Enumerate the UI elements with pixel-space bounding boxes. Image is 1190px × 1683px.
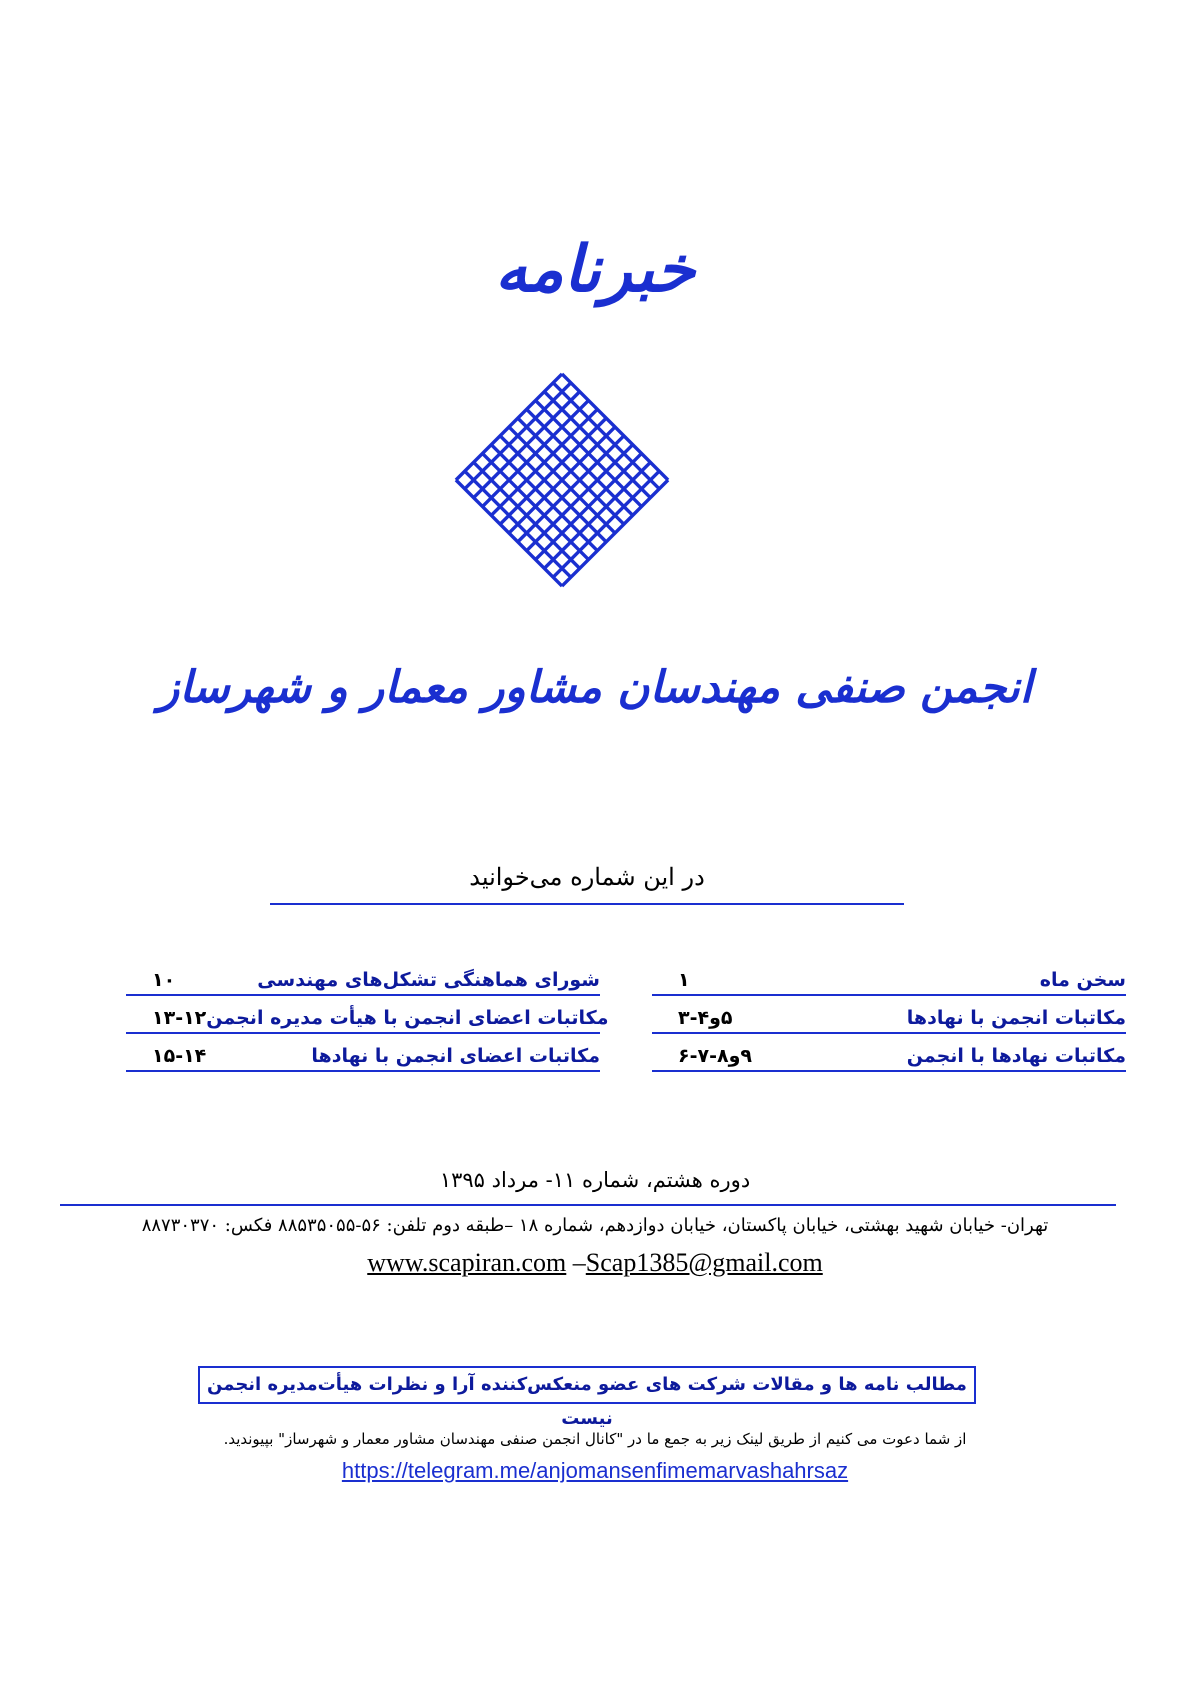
- toc-entry-title: مکاتبات انجمن با نهادها: [906, 1007, 1126, 1029]
- toc-entry[interactable]: [652, 996, 1126, 1034]
- contact-separator: –: [566, 1248, 586, 1277]
- toc-page-number: ۵و۴-۳: [678, 1007, 733, 1029]
- toc-page-number: ۱: [678, 969, 690, 991]
- toc-entry[interactable]: [126, 958, 600, 996]
- toc-entry[interactable]: [652, 958, 1126, 996]
- toc-entry-title: شورای هماهنگی تشکل‌های مهندسی: [257, 969, 600, 991]
- toc-entry[interactable]: [126, 1034, 600, 1072]
- toc-page-number: ۱۵-۱۴: [152, 1045, 207, 1067]
- website-link[interactable]: www.scapiran.com: [367, 1248, 567, 1277]
- toc-left-column: [126, 958, 609, 1072]
- toc-entry[interactable]: [652, 1034, 1126, 1072]
- toc-entry[interactable]: [126, 996, 609, 1034]
- toc-entry-title: مکاتبات اعضای انجمن با هیأت مدیره انجمن: [206, 1007, 609, 1029]
- issue-info: دوره هشتم، شماره ۱۱- مرداد ۱۳۹۵: [439, 1168, 751, 1192]
- blue-diamond-grid-logo-icon: [432, 350, 692, 610]
- organization-name: انجمن صنفی مهندسان مشاور معمار و شهرساز: [158, 662, 1032, 713]
- issue-divider: [60, 1204, 1116, 1206]
- telegram-link-line: [0, 1458, 1190, 1484]
- toc-heading-divider: [270, 903, 904, 905]
- toc-page-number: ۱۰: [152, 969, 176, 991]
- newsletter-title: خبرنامه: [494, 232, 696, 307]
- telegram-link[interactable]: https://telegram.me/anjomansenfimemarvashahrsaz: [341, 1458, 849, 1483]
- toc-page-number: ۱۳-۱۲: [152, 1007, 207, 1029]
- toc-entry-title: سخن ماه: [1039, 969, 1126, 991]
- disclaimer-box: مطالب نامه ها و مقالات شرکت های عضو منعکس‌کننده آرا و نظرات هیأت‌مدیره انجمن نیست: [198, 1366, 976, 1404]
- contact-address: تهران- خیابان شهید بهشتی، خیابان پاکستان، خیابان دوازدهم، شماره ۱۸ –طبقه دوم تلفن: ۵۶-۸۸۵۳۵۰۵۵ فکس: ۸۸۷۳۰۳۷۰: [141, 1215, 1049, 1236]
- toc-entry-title: مکاتبات نهادها با انجمن: [906, 1045, 1126, 1067]
- toc-entry-title: مکاتبات اعضای انجمن با نهادها: [311, 1045, 600, 1067]
- web-contact-line: [0, 1248, 1190, 1278]
- toc-right-column: [652, 958, 1126, 1072]
- toc-page-number: ۹و۸-۷-۶: [678, 1045, 753, 1067]
- email-link[interactable]: Scap1385@gmail.com: [585, 1248, 823, 1277]
- telegram-invite-text: از شما دعوت می کنیم از طریق لینک زیر به جمع ما در "کانال انجمن صنفی مهندسان مشاور معمار و شهرساز" بپیوندید.: [223, 1430, 967, 1448]
- toc-heading: در این شماره می‌خوانید: [469, 863, 705, 891]
